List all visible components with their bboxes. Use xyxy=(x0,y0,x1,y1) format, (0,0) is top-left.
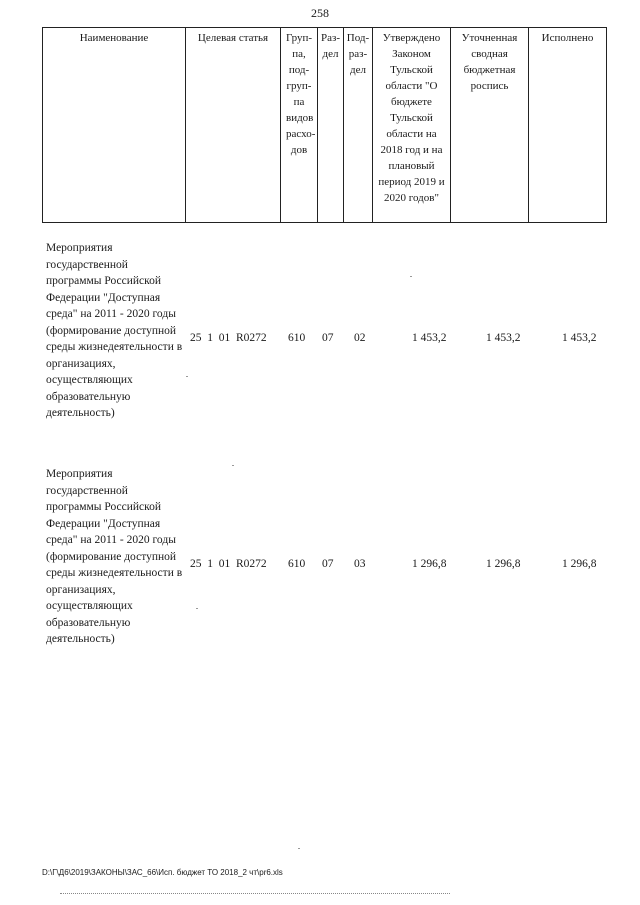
row-refined: 1 453,2 xyxy=(486,332,521,344)
header-expense-group: Груп-па, под-груп-па видов расхо-дов xyxy=(281,28,318,223)
row-refined: 1 296,8 xyxy=(486,558,521,570)
row-name: Мероприятия государственной программы Российской Федерации "Доступная среда" на 2011 - 2020 годы (формирование доступной среды жизнедеятельности в организациях, осуществляющих образовательную деятельность) xyxy=(46,468,183,645)
row-name: Мероприятия государственной программы Российской Федерации "Доступная среда" на 2011 - 2020 годы (формирование доступной среды жизнедеятельности в организациях, осуществляющих образовательную деятельность) xyxy=(46,242,183,419)
header-refined: Уточненная сводная бюджетная роспись xyxy=(451,28,529,223)
header-executed: Исполнено xyxy=(529,28,607,223)
scan-speck xyxy=(186,376,188,377)
row-section: 07 xyxy=(322,558,334,570)
table-row xyxy=(42,240,606,440)
scan-speck xyxy=(196,608,198,609)
scan-speck xyxy=(232,465,234,466)
row-target-article: 25 1 01 R0272 xyxy=(190,558,267,570)
header-section: Раз-дел xyxy=(318,28,344,223)
row-approved: 1 453,2 xyxy=(412,332,447,344)
budget-table-header xyxy=(42,27,607,223)
scan-speck xyxy=(298,848,300,849)
header-approved: Утверждено Законом Тульской области "О бюджете Тульской области на 2018 год и на плановый период 2019 и 2020 годов" xyxy=(373,28,451,223)
page-number: 258 xyxy=(311,6,329,20)
header-subsection: Под-раз-дел xyxy=(344,28,373,223)
row-executed: 1 453,2 xyxy=(562,332,597,344)
header-name: Наименование xyxy=(43,28,186,223)
file-path-footer: D:\Г\Д6\2019\ЗАКОНЫ\ЗАС_66\Исп. бюджет ТО 2018_2 чт\pr6.xls xyxy=(42,868,283,877)
footer-divider xyxy=(60,893,450,894)
row-expense-group: 610 xyxy=(288,558,306,570)
scan-speck xyxy=(410,276,412,277)
row-section: 07 xyxy=(322,332,334,344)
row-target-article: 25 1 01 R0272 xyxy=(190,332,267,344)
row-subsection: 03 xyxy=(354,558,366,570)
header-target-article: Целевая статья xyxy=(186,28,281,223)
row-executed: 1 296,8 xyxy=(562,558,597,570)
row-expense-group: 610 xyxy=(288,332,306,344)
table-row xyxy=(42,466,606,666)
row-subsection: 02 xyxy=(354,332,366,344)
row-approved: 1 296,8 xyxy=(412,558,447,570)
